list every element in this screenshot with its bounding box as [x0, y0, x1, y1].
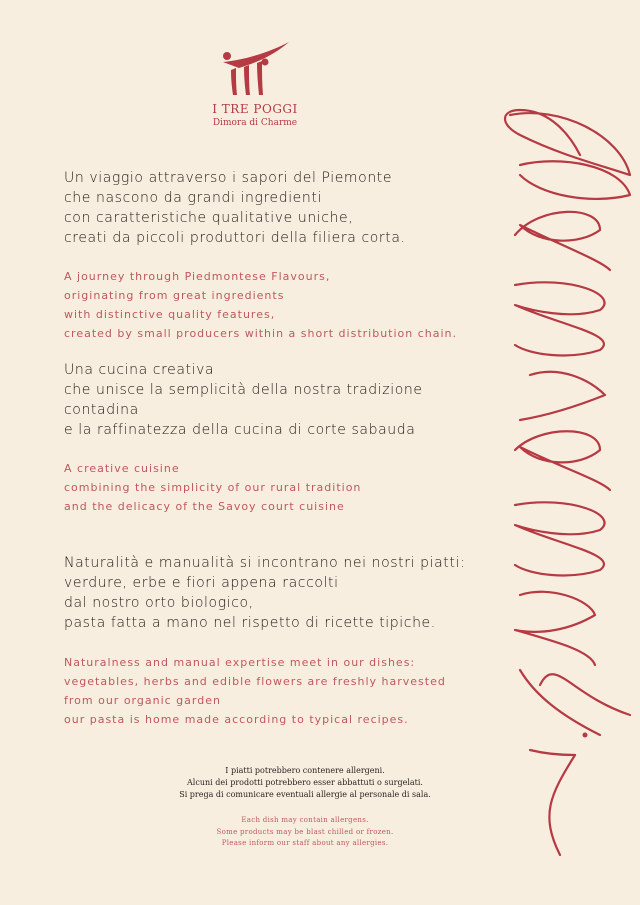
text-line: combining the simplicity of our rural tradition — [64, 481, 362, 494]
text-line: our pasta is home made according to typical recipes. — [64, 713, 409, 726]
text-line: dal nostro orto biologico, — [64, 595, 254, 611]
text-line: A journey through Piedmontese Flavours, — [64, 270, 331, 283]
nature-english — [64, 653, 446, 729]
cuisine-italian — [64, 360, 423, 440]
text-line: e la raffinatezza della cucina di corte sabauda — [64, 422, 416, 438]
allergen-note-english — [100, 815, 510, 850]
text-line: vegetables, herbs and edible flowers are freshly harvested — [64, 675, 446, 688]
intro-italian — [64, 168, 406, 248]
allergen-note — [100, 765, 510, 850]
text-line: contadina — [64, 402, 139, 418]
intro-english — [64, 267, 457, 343]
text-line: verdure, erbe e fiori appena raccolti — [64, 575, 339, 591]
script-word-benvenuti — [480, 95, 640, 865]
cuisine-english — [64, 459, 361, 516]
text-line: pasta fatta a mano nel rispetto di ricette tipiche. — [64, 615, 436, 631]
brand-subtitle: Dimora di Charme — [212, 118, 298, 128]
text-line: Un viaggio attraverso i sapori del Piemonte — [64, 170, 393, 186]
brand-logo — [200, 40, 310, 128]
text-line: created by small producers within a short distribution chain. — [64, 327, 458, 340]
text-line: creati da piccoli produttori della filiera corta. — [64, 230, 406, 246]
text-line: Si prega di comunicare eventuali allergie al personale di sala. — [179, 790, 431, 799]
text-line: from our organic garden — [64, 694, 221, 707]
allergen-note-italian — [100, 765, 510, 801]
text-line: con caratteristiche qualitative uniche, — [64, 210, 354, 226]
text-line: and the delicacy of the Savoy court cuisine — [64, 500, 345, 513]
text-line: with distinctive quality features, — [64, 308, 276, 321]
text-line: Naturalness and manual expertise meet in our dishes: — [64, 656, 416, 669]
text-line: Each dish may contain allergens. — [241, 816, 369, 824]
three-figures-logo-icon — [215, 40, 295, 98]
text-line: Una cucina creativa — [64, 362, 215, 378]
text-line: che nascono da grandi ingredienti — [64, 190, 322, 206]
text-line: Some products may be blast chilled or frozen. — [216, 827, 394, 836]
text-line: che unisce la semplicità della nostra tradizione — [64, 382, 423, 398]
text-line: I piatti potrebbero contenere allergeni. — [225, 766, 385, 775]
text-line: Please inform our staff about any allergies. — [221, 839, 389, 847]
text-line: A creative cuisine — [64, 462, 180, 475]
text-line: Naturalità e manualità si incontrano nei nostri piatti: — [64, 555, 466, 571]
text-line: Alcuni dei prodotti potrebbero esser abbattuti o surgelati. — [187, 778, 423, 787]
brand-name: I TRE POGGI — [212, 102, 298, 116]
nature-italian — [64, 553, 465, 633]
text-line: originating from great ingredients — [64, 289, 285, 302]
